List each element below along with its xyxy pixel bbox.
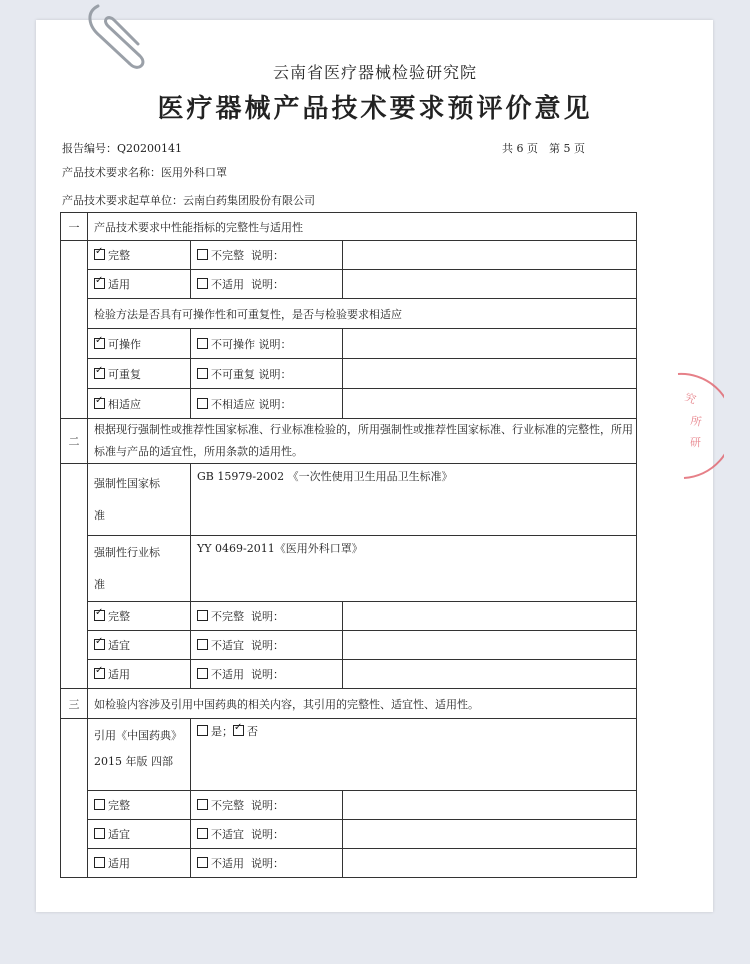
- institution-name: 云南省医疗器械检验研究院: [272, 63, 477, 82]
- empty-box-icon: [94, 828, 105, 839]
- note-field: [343, 241, 637, 270]
- note-field: [343, 329, 637, 359]
- empty-box-icon: [197, 828, 208, 839]
- product-name: 产品技术要求名称：医用外科口罩: [62, 166, 227, 179]
- checked-box-icon: [94, 368, 105, 379]
- empty-box-icon: [197, 249, 208, 260]
- checkbox-not-applicable[interactable]: 不适用 说明：: [191, 660, 343, 689]
- standard-label: 强制性行业标 准: [88, 536, 191, 602]
- checkbox-applicable[interactable]: 适用: [88, 849, 191, 878]
- checkbox-not-applicable[interactable]: 不适用 说明：: [191, 270, 343, 299]
- evaluation-table: [60, 212, 637, 878]
- checked-box-icon: [233, 725, 244, 736]
- svg-text:究: 究: [682, 390, 698, 407]
- checkbox-not-suitable[interactable]: 不适宜 说明：: [191, 631, 343, 660]
- note-field: [343, 820, 637, 849]
- empty-box-icon: [197, 368, 208, 379]
- section-header: 根据现行强制性或推荐性国家标准、行业标准检验的，所用强制性或推荐性国家标准、行业标准的完整性，所用标准与产品的适宜性，所用条款的适用性。: [88, 419, 637, 464]
- checked-box-icon: [94, 338, 105, 349]
- checkbox-not-repeatable[interactable]: 不可重复 说明：: [191, 359, 343, 389]
- page-counter: 共 6 页 第 5 页: [502, 142, 585, 155]
- note-field: [343, 631, 637, 660]
- standard-label: 强制性国家标 准: [88, 464, 191, 536]
- section-header: 产品技术要求中性能指标的完整性与适用性: [88, 213, 637, 241]
- checkbox-complete[interactable]: ✓完整: [88, 241, 191, 270]
- svg-text:所: 所: [689, 414, 703, 429]
- empty-box-icon: [197, 610, 208, 621]
- note-field: [343, 849, 637, 878]
- empty-box-icon: [94, 857, 105, 868]
- checkbox-suitable[interactable]: ✓适宜: [88, 631, 191, 660]
- section-number: 一: [61, 213, 88, 241]
- pharmacopoeia-label: 引用《中国药典》 2015 年版 四部: [88, 719, 191, 791]
- checkbox-not-applicable[interactable]: 不适用 说明：: [191, 849, 343, 878]
- checkbox-incomplete[interactable]: 不完整 说明：: [191, 241, 343, 270]
- note-field: [343, 791, 637, 820]
- drafting-unit: 产品技术要求起草单位：云南白药集团股份有限公司: [62, 194, 315, 207]
- checkbox-not-adapted[interactable]: 不相适应 说明：: [191, 389, 343, 419]
- checkbox-not-operable[interactable]: 不可操作 说明：: [191, 329, 343, 359]
- standard-value: YY 0469-2011《医用外科口罩》: [191, 536, 637, 602]
- empty-box-icon: [197, 278, 208, 289]
- section-header: 如检验内容涉及引用中国药典的相关内容，其引用的完整性、适宜性、适用性。: [88, 689, 637, 719]
- checkbox-applicable[interactable]: ✓适用: [88, 270, 191, 299]
- section-number: 三: [61, 689, 88, 719]
- checkbox-not-suitable[interactable]: 不适宜 说明：: [191, 820, 343, 849]
- empty-box-icon: [94, 799, 105, 810]
- checkbox-operable[interactable]: ✓可操作: [88, 329, 191, 359]
- svg-text:研: 研: [690, 436, 701, 449]
- checked-box-icon: [94, 278, 105, 289]
- empty-box-icon: [197, 338, 208, 349]
- empty-box-icon: [197, 725, 208, 736]
- pharmacopoeia-choice: [191, 719, 637, 791]
- method-header: 检验方法是否具有可操作性和可重复性，是否与检验要求相适应: [88, 299, 637, 329]
- section-number: 二: [61, 419, 88, 464]
- checked-box-icon: [94, 610, 105, 621]
- red-stamp-mark: [664, 366, 724, 486]
- checked-box-icon: [94, 639, 105, 650]
- checkbox-yes[interactable]: 是；: [197, 725, 233, 738]
- checkbox-no[interactable]: ✓ 否: [233, 725, 258, 738]
- checkbox-complete[interactable]: 完整: [88, 791, 191, 820]
- empty-box-icon: [197, 668, 208, 679]
- checkbox-adapted[interactable]: ✓相适应: [88, 389, 191, 419]
- report-number: 报告编号：Q20200141: [62, 142, 183, 155]
- empty-box-icon: [197, 639, 208, 650]
- checkbox-applicable[interactable]: ✓适用: [88, 660, 191, 689]
- page-title: 医疗器械产品技术要求预评价意见: [157, 94, 593, 124]
- checked-box-icon: [94, 398, 105, 409]
- checkbox-complete[interactable]: ✓完整: [88, 602, 191, 631]
- checkbox-repeatable[interactable]: ✓可重复: [88, 359, 191, 389]
- checkbox-suitable[interactable]: 适宜: [88, 820, 191, 849]
- checkbox-incomplete[interactable]: 不完整 说明：: [191, 791, 343, 820]
- note-field: [343, 602, 637, 631]
- standard-value: GB 15979-2002 《一次性使用卫生用品卫生标准》: [191, 464, 637, 536]
- checked-box-icon: [94, 249, 105, 260]
- note-field: [343, 660, 637, 689]
- checkbox-incomplete[interactable]: 不完整 说明：: [191, 602, 343, 631]
- empty-box-icon: [197, 398, 208, 409]
- note-field: [343, 359, 637, 389]
- note-field: [343, 389, 637, 419]
- note-field: [343, 270, 637, 299]
- checked-box-icon: [94, 668, 105, 679]
- empty-box-icon: [197, 857, 208, 868]
- empty-box-icon: [197, 799, 208, 810]
